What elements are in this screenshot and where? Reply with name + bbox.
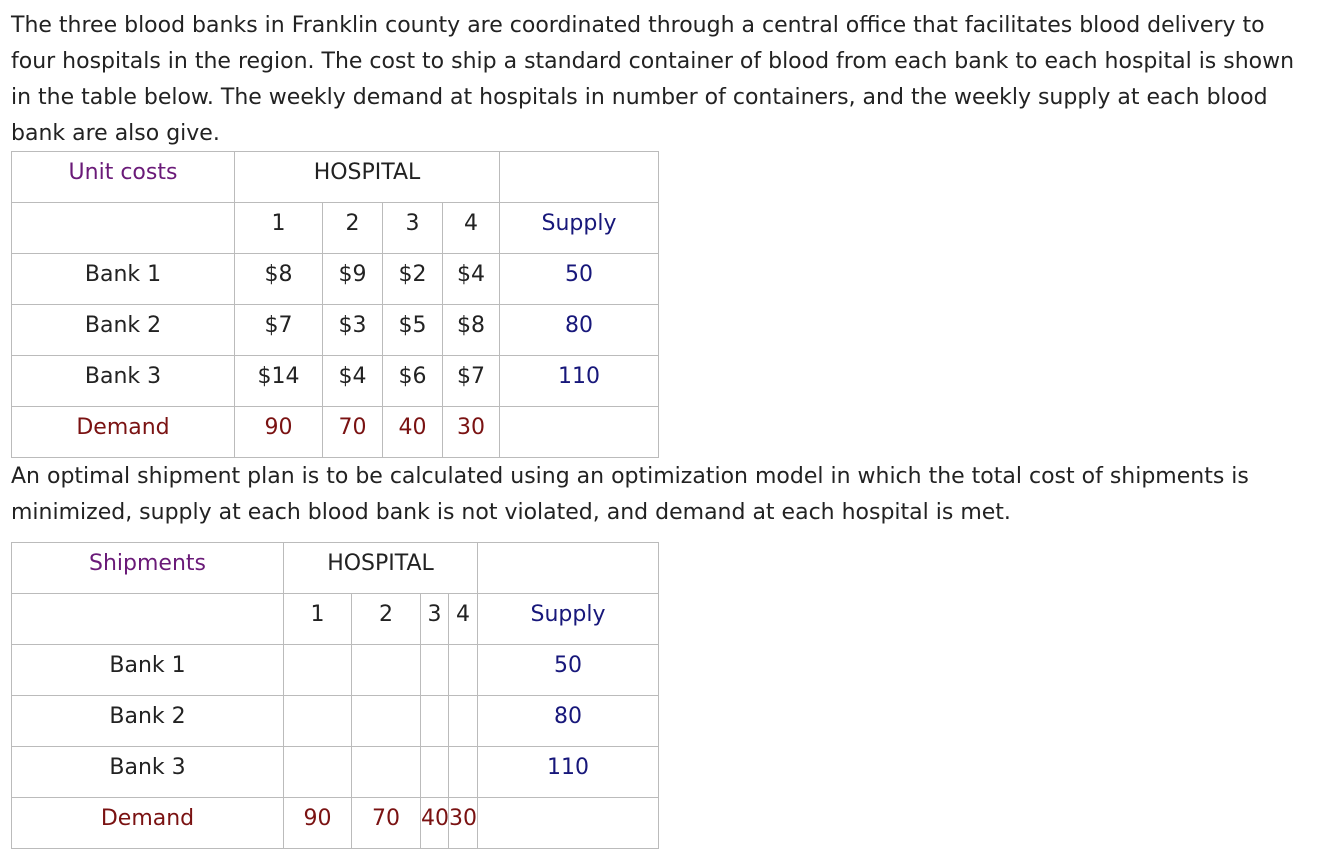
- supply-header: Supply: [478, 594, 659, 645]
- supply-cell: 80: [500, 305, 659, 356]
- shipment-cell: [449, 696, 478, 747]
- hospital-column-3: 3: [421, 594, 449, 645]
- row-label: Bank 2: [12, 696, 284, 747]
- empty-cell: [478, 543, 659, 594]
- hospital-column-1: 1: [235, 203, 323, 254]
- demand-cell: 70: [352, 798, 421, 849]
- demand-cell: 90: [284, 798, 352, 849]
- hospital-column-1: 1: [284, 594, 352, 645]
- table-row: [12, 254, 659, 305]
- shipment-cell: [449, 747, 478, 798]
- supply-cell: 110: [500, 356, 659, 407]
- table-column-header-row: [12, 594, 659, 645]
- shipment-cell: [352, 747, 421, 798]
- cost-cell: $4: [323, 356, 383, 407]
- shipment-cell: [421, 747, 449, 798]
- table-row: [12, 305, 659, 356]
- demand-label: Demand: [12, 407, 235, 458]
- table-row: [12, 747, 659, 798]
- shipments-table: [11, 542, 659, 849]
- row-label: Bank 1: [12, 645, 284, 696]
- cost-cell: $8: [235, 254, 323, 305]
- supply-cell: 50: [500, 254, 659, 305]
- table-corner-label: Unit costs: [12, 152, 235, 203]
- table-header-row: [12, 543, 659, 594]
- hospital-column-2: 2: [323, 203, 383, 254]
- shipment-cell: [421, 645, 449, 696]
- cost-cell: $7: [443, 356, 500, 407]
- supply-cell: 50: [478, 645, 659, 696]
- shipment-cell: [449, 645, 478, 696]
- hospital-column-4: 4: [443, 203, 500, 254]
- demand-cell: 70: [323, 407, 383, 458]
- table-row: [12, 645, 659, 696]
- empty-cell: [12, 594, 284, 645]
- empty-cell: [500, 407, 659, 458]
- empty-cell: [500, 152, 659, 203]
- hospital-column-3: 3: [383, 203, 443, 254]
- demand-row: [12, 798, 659, 849]
- demand-label: Demand: [12, 798, 284, 849]
- row-label: Bank 2: [12, 305, 235, 356]
- hospital-group-header: HOSPITAL: [284, 543, 478, 594]
- demand-cell: 40: [383, 407, 443, 458]
- cost-cell: $3: [323, 305, 383, 356]
- shipment-cell: [352, 645, 421, 696]
- demand-cell: 40: [421, 798, 449, 849]
- hospital-column-4: 4: [449, 594, 478, 645]
- table-row: [12, 696, 659, 747]
- row-label: Bank 3: [12, 747, 284, 798]
- hospital-group-header: HOSPITAL: [235, 152, 500, 203]
- shipment-cell: [284, 645, 352, 696]
- row-label: Bank 3: [12, 356, 235, 407]
- demand-cell: 30: [443, 407, 500, 458]
- row-label: Bank 1: [12, 254, 235, 305]
- cost-cell: $4: [443, 254, 500, 305]
- shipment-cell: [284, 747, 352, 798]
- table-column-header-row: [12, 203, 659, 254]
- shipment-cell: [284, 696, 352, 747]
- demand-cell: 90: [235, 407, 323, 458]
- table-header-row: [12, 152, 659, 203]
- empty-cell: [12, 203, 235, 254]
- supply-header: Supply: [500, 203, 659, 254]
- demand-cell: 30: [449, 798, 478, 849]
- cost-cell: $5: [383, 305, 443, 356]
- cost-cell: $8: [443, 305, 500, 356]
- shipment-cell: [421, 696, 449, 747]
- demand-row: [12, 407, 659, 458]
- supply-cell: 80: [478, 696, 659, 747]
- cost-cell: $6: [383, 356, 443, 407]
- cost-cell: $2: [383, 254, 443, 305]
- cost-cell: $9: [323, 254, 383, 305]
- cost-cell: $14: [235, 356, 323, 407]
- intro-paragraph: The three blood banks in Franklin county are coordinated through a central office that facilitates blood delivery to four hospitals in the region. The cost to ship a standard container of blood from each bank to each hospital is shown in the table below. The weekly demand at hospitals in number of containers, and the weekly supply at each blood bank are also give.: [11, 13, 1295, 146]
- shipment-cell: [352, 696, 421, 747]
- unit-costs-table: [11, 151, 659, 458]
- supply-cell: 110: [478, 747, 659, 798]
- optimization-paragraph: An optimal shipment plan is to be calculated using an optimization model in which the total cost of shipments is minimized, supply at each blood bank is not violated, and demand at each hospital is met.: [11, 464, 1249, 525]
- empty-cell: [478, 798, 659, 849]
- table-row: [12, 356, 659, 407]
- hospital-column-2: 2: [352, 594, 421, 645]
- table-corner-label: Shipments: [12, 543, 284, 594]
- cost-cell: $7: [235, 305, 323, 356]
